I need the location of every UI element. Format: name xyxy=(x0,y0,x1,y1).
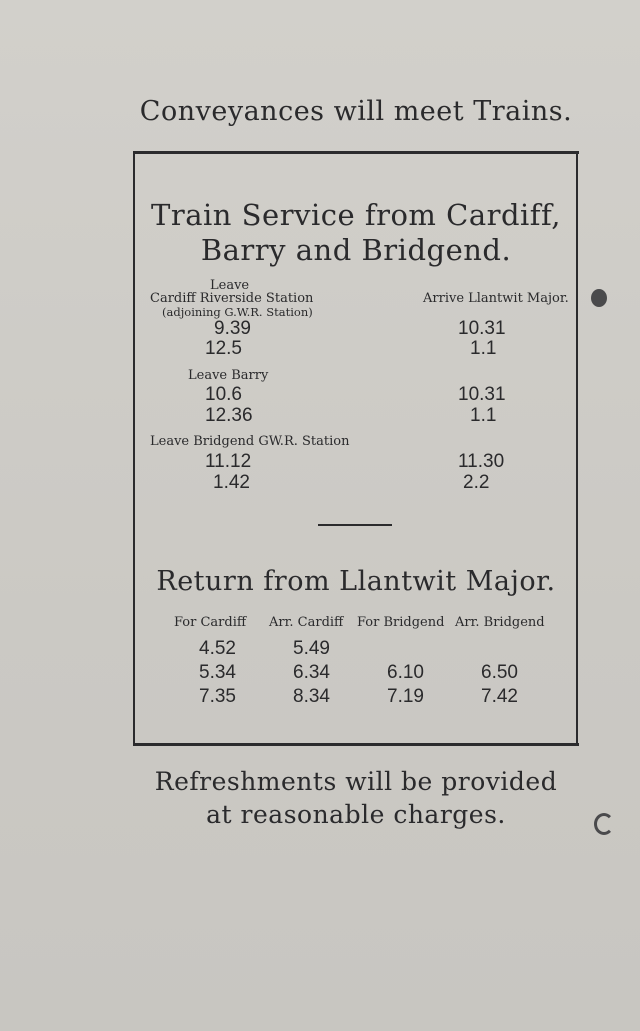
cardiff-station-label: Cardiff Riverside Station xyxy=(150,291,314,306)
refreshments-line-2: at reasonable charges. xyxy=(206,800,506,829)
cardiff-leave-time: 12.5 xyxy=(205,338,242,359)
return-time-cell: 7.35 xyxy=(199,686,236,707)
bridgend-arrive-time: 11.30 xyxy=(458,451,505,472)
barry-arrive-time: 10.31 xyxy=(458,384,506,405)
return-time-cell: 4.52 xyxy=(199,638,236,659)
return-header-arr-cardiff: Arr. Cardiff xyxy=(269,615,344,630)
return-header-for-bridgend: For Bridgend xyxy=(357,615,445,630)
service-title-line-2: Barry and Bridgend. xyxy=(200,233,512,267)
return-time-cell: 7.42 xyxy=(481,686,518,707)
return-header-for-cardiff: For Cardiff xyxy=(174,615,247,630)
return-header-arr-bridgend: Arr. Bridgend xyxy=(455,615,545,630)
binding-hole-mark xyxy=(591,289,607,307)
top-heading: Conveyances will meet Trains. xyxy=(139,96,573,127)
service-title-line-1: Train Service from Cardiff, xyxy=(151,198,561,232)
return-time-cell: 5.34 xyxy=(199,662,236,683)
cardiff-arrive-time: 10.31 xyxy=(458,318,506,339)
bridgend-arrive-time: 2.2 xyxy=(463,472,490,493)
return-time-cell: 8.34 xyxy=(293,686,330,707)
bridgend-leave-time: 11.12 xyxy=(205,451,252,472)
return-time-cell: 5.49 xyxy=(293,638,330,659)
adjoining-note: (adjoining G.W.R. Station) xyxy=(162,305,313,319)
top-border-rule xyxy=(133,151,579,154)
return-time-cell: 7.19 xyxy=(387,686,424,707)
cardiff-arrive-time: 1.1 xyxy=(470,338,497,359)
barry-leave-time: 12.36 xyxy=(205,405,253,426)
return-time-cell: 6.50 xyxy=(481,662,518,683)
return-time-cell: 6.34 xyxy=(293,662,330,683)
bottom-border-rule xyxy=(133,743,579,746)
cardiff-leave-time: 9.39 xyxy=(214,318,251,339)
arrive-llantwit-label: Arrive Llantwit Major. xyxy=(423,291,569,306)
bridgend-leave-time: 1.42 xyxy=(213,472,250,493)
barry-leave-time: 10.6 xyxy=(205,384,242,405)
leave-label: Leave xyxy=(210,278,250,293)
return-time-cell: 6.10 xyxy=(387,662,424,683)
barry-arrive-time: 1.1 xyxy=(470,405,497,426)
return-title: Return from Llantwit Major. xyxy=(156,566,556,597)
section-divider xyxy=(318,524,392,526)
leave-barry-label: Leave Barry xyxy=(188,368,269,383)
binding-hole-mark xyxy=(594,813,614,835)
leave-bridgend-label: Leave Bridgend GW.R. Station xyxy=(150,434,350,449)
refreshments-line-1: Refreshments will be provided xyxy=(154,767,558,796)
